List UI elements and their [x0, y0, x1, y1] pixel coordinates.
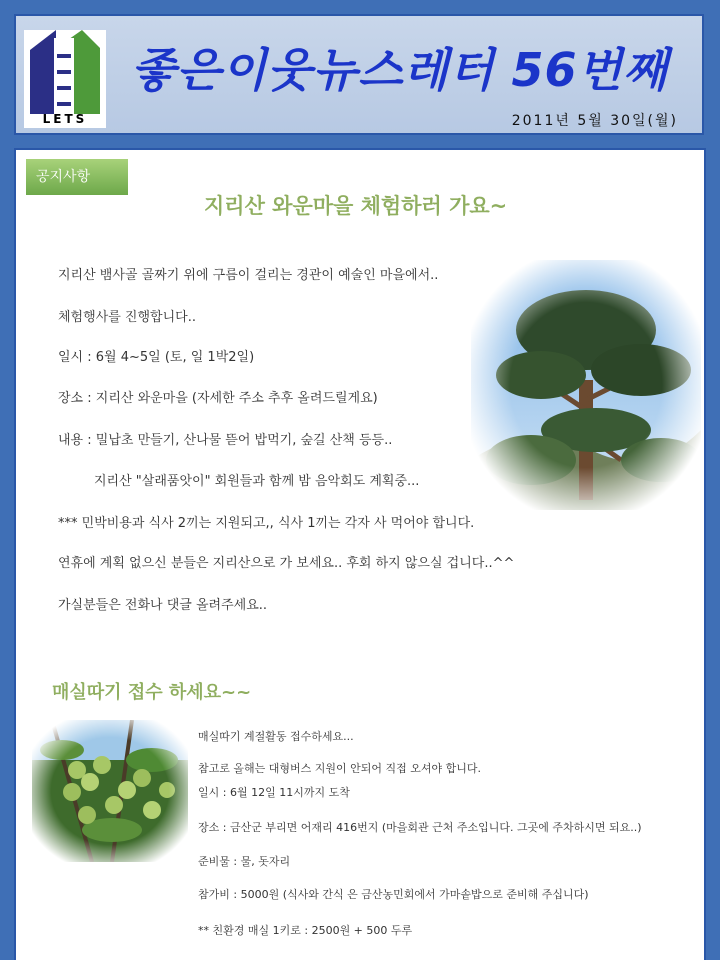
plum-fruit-photo — [32, 720, 188, 862]
logo-text: LETS — [42, 112, 88, 126]
plum-line: 준비물 : 물, 돗자리 — [198, 855, 291, 868]
notice-line: *** 민박비용과 식사 2끼는 지원되고,, 식사 1끼는 각자 사 먹어야 합니다. — [58, 516, 475, 531]
notice-line: 장소 : 지리산 와운마을 (자세한 주소 추후 올려드릴게요) — [58, 391, 378, 406]
notice-line: 일시 : 6월 4~5일 (토, 일 1박2일) — [58, 350, 255, 365]
notice-line: 가실분들은 전화나 댓글 올려주세요.. — [58, 598, 268, 613]
pine-tree-photo — [471, 260, 701, 510]
notice-line: 지리산 뱀사골 골짜기 위에 구름이 걸리는 경관이 예술인 마을에서.. — [58, 268, 439, 283]
notice-line: 연휴에 계획 없으신 분들은 지리산으로 가 보세요.. 후회 하지 않으실 겁니다..^^ — [58, 556, 515, 571]
plum-line: 장소 : 금산군 부리면 어재리 416번지 (마을회관 근처 주소입니다. 그곳에 주차하시면 되요..) — [198, 821, 642, 834]
plum-line: 참고로 올해는 대형버스 지원이 안되어 직접 오셔야 합니다. — [198, 762, 481, 775]
plum-line: 매실따기 계절활동 접수하세요... — [198, 730, 354, 743]
plum-line: 일시 : 6월 12일 11시까지 도착 — [198, 786, 350, 799]
notice-title: 지리산 와운마을 체험하러 가요~ — [204, 194, 508, 218]
notice-line: 내용 : 밀납초 만들기, 산나물 뜯어 밥먹기, 숲길 산책 등등.. — [58, 433, 393, 448]
lets-logo — [24, 30, 106, 128]
notice-line: 체험행사를 진행합니다.. — [58, 310, 196, 325]
plum-title: 매실따기 접수 하세요~~ — [52, 682, 252, 703]
newsletter-body — [14, 148, 706, 960]
newsletter-title: 좋은이웃뉴스레터 56번째 — [131, 43, 669, 97]
plum-line: 참가비 : 5000원 (식사와 간식 은 금산농민회에서 가마솥밥으로 준비해 주십니다) — [198, 888, 589, 901]
plum-line: ** 친환경 매실 1키로 : 2500원 + 500 두루 — [198, 924, 413, 937]
newsletter-header — [14, 14, 704, 135]
notice-line: 지리산 "살래품앗이" 회원들과 함께 밤 음악회도 계획중... — [94, 474, 420, 489]
issue-date: 2011년 5월 30일(월) — [511, 113, 678, 129]
notice-badge: 공지사항 — [26, 159, 128, 195]
